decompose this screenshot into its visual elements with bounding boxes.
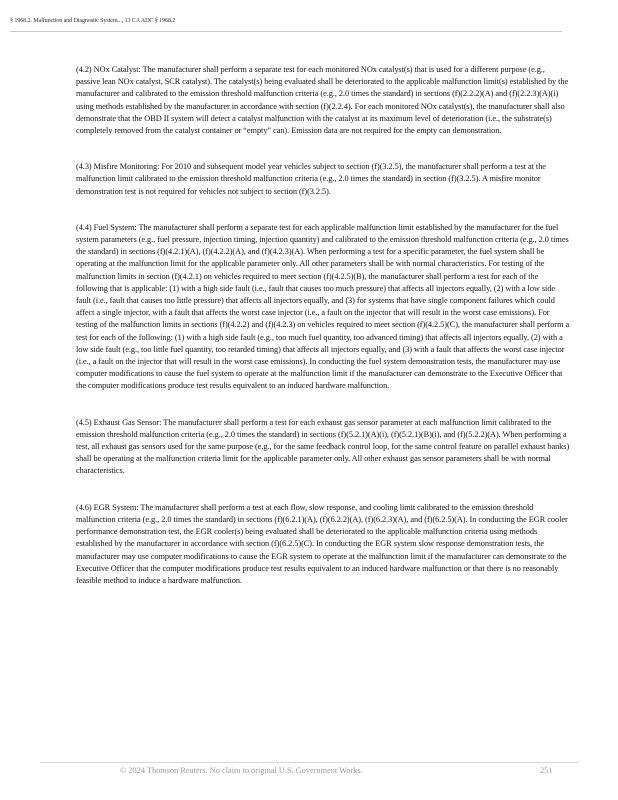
document-body [76, 64, 570, 587]
paragraph-egr-system: (4.6) EGR System: The manufacturer shall perform a test at each flow, slow response, and cooling limit calibrated to the emission threshold malfunction criteria (e.g., 2.0 times the standard) in sections (f)(6.2.1)(A), (f)(6.2.2)(A), (f)(6.2.3)(A), and (f)(6.2.5)(A). In conducting the EGR cooler performance demonstration test, the EGR cooler(s) being evaluated shall be deteriorated to the applicable malfunction criteria using methods established by the manufacturer in accordance with section (f)(6.2.5)(C). In conducting the EGR system slow response demonstration tests, the manufacturer may use computer modifications to cause the EGR system to operate at the malfunction limit if the manufacturer can demonstrate to the Executive Officer that the computer modifications produce test results equivalent to an induced hardware malfunction or that there is no reasonably feasible method to induce a hardware malfunction. [76, 502, 568, 585]
header-divider [10, 31, 562, 32]
paragraph-nox-catalyst: (4.2) NOx Catalyst: The manufacturer shall perform a separate test for each monitored NOx catalyst(s) that is used for a different purpose (e.g., passive lean NOx catalyst, SCR catalyst). The catalyst(s) being evaluated shall be deteriorated to the applicable malfunction limit(s) established by the manufacturer and calibrated to the emission threshold malfunction criteria (e.g., 2.0 times the standard) in sections (f)(2.2.2)(A) and (f)(2.2.3)(A)(i) using methods established by the manufacturer in accordance with section (f)(2.2.4). For each monitored NOx catalyst(s), the manufacturer shall also demonstrate that the OBD II system will detect a catalyst malfunction with the catalyst at its maximum level of deterioration (i.e., the substrate(s) completely removed from the catalyst container or “empty” can). Emission data are not required for the empty can demonstration. [76, 65, 569, 136]
page-number: 251 [540, 766, 553, 775]
copyright-notice: © 2024 Thomson Reuters. No claim to original U.S. Government Works. [120, 766, 363, 775]
paragraph-exhaust-gas-sensor: (4.5) Exhaust Gas Sensor: The manufacturer shall perform a test for each exhaust gas sensor parameter at each malfunction limit calibrated to the emission threshold malfunction criteria (e.g., 2.0 times the standard) in sections (f)(5.2.1)(A)(i), (f)(5.2.1)(B)(i), and (f)(5.2.2)(A). When performing a test, all exhaust gas sensors used for the same purpose (e.g., for the same feedback control loop, for the same control feature on parallel exhaust banks) shall be operating at the malfunction criteria limit for the applicable parameter only. All other exhaust gas sensor parameters shall be with normal characteristics. [76, 417, 570, 476]
running-head: § 1968.2. Malfunction and Diagnostic System..., 13 CA ADC § 1968.2 [10, 17, 176, 24]
paragraph-misfire-monitoring: (4.3) Misfire Monitoring: For 2010 and subsequent model year vehicles subject to section (f)(3.2.5), the manufacturer shall perform a test at the malfunction limit calibrated to the emission threshold malfunction criteria (e.g., 2.0 times the standard) in section (f)(3.2.5). A misfire monitor demonstration test is not required for vehicles not subject to section (f)(3.2.5). [76, 162, 546, 196]
footer-divider [40, 762, 578, 763]
paragraph-fuel-system: (4.4) Fuel System: The manufacturer shall perform a separate test for each applicable malfunction limit established by the manufacturer for the fuel system parameters (e.g., fuel pressure, injection timing, injection quantity) and calibrated to the emission threshold malfunction criteria (e.g., 2.0 times the standard) in sections (f)(4.2.1)(A), (f)(4.2.2)(A), and (f)(4.2.3)(A). When performing a test for a specific parameter, the fuel system shall be operating at the malfunction limit for the applicable parameter only. All other parameters shall be with normal characteristics. For testing of the malfunction limits in section (f)(4.2.1) on vehicles required to meet section (f)(4.2.5)(B), the manufacturer shall perform a test for each of the following that is applicable: (1) with a high side fault (i.e., fault that causes too much pressure) that affects all injectors equally, (2) with a low side fault (i.e., fault that causes too little pressure) that affects all injectors equally, and (3) for systems that have single component failures which could affect a single injector, with a fault that affects the worst case injector (i.e., a fault on the injector that will result in the worst case emissions). For testing of the malfunction limits in sections (f)(4.2.2) and (f)(4.2.3) on vehicles required to meet section (f)(4.2.5)(C), the manufacturer shall perform a test for each of the following: (1) with a high side fault (e.g., too much fuel quantity, too advanced timing) that affects all injectors equally, (2) with a low side fault (e.g., too little fuel quantity, too retarded timing) that affects all injectors equally, and (3) with a fault that affects the worst case injector (i.e., a fault on the injector that will result in the worst case emissions). In conducting the fuel system demonstration tests, the manufacturer may use computer modifications to cause the fuel system to operate at the malfunction limit if the manufacturer can demonstrate to the Executive Officer that the computer modifications produce test results equivalent to an induced hardware malfunction. [76, 222, 570, 391]
footer [0, 766, 618, 778]
